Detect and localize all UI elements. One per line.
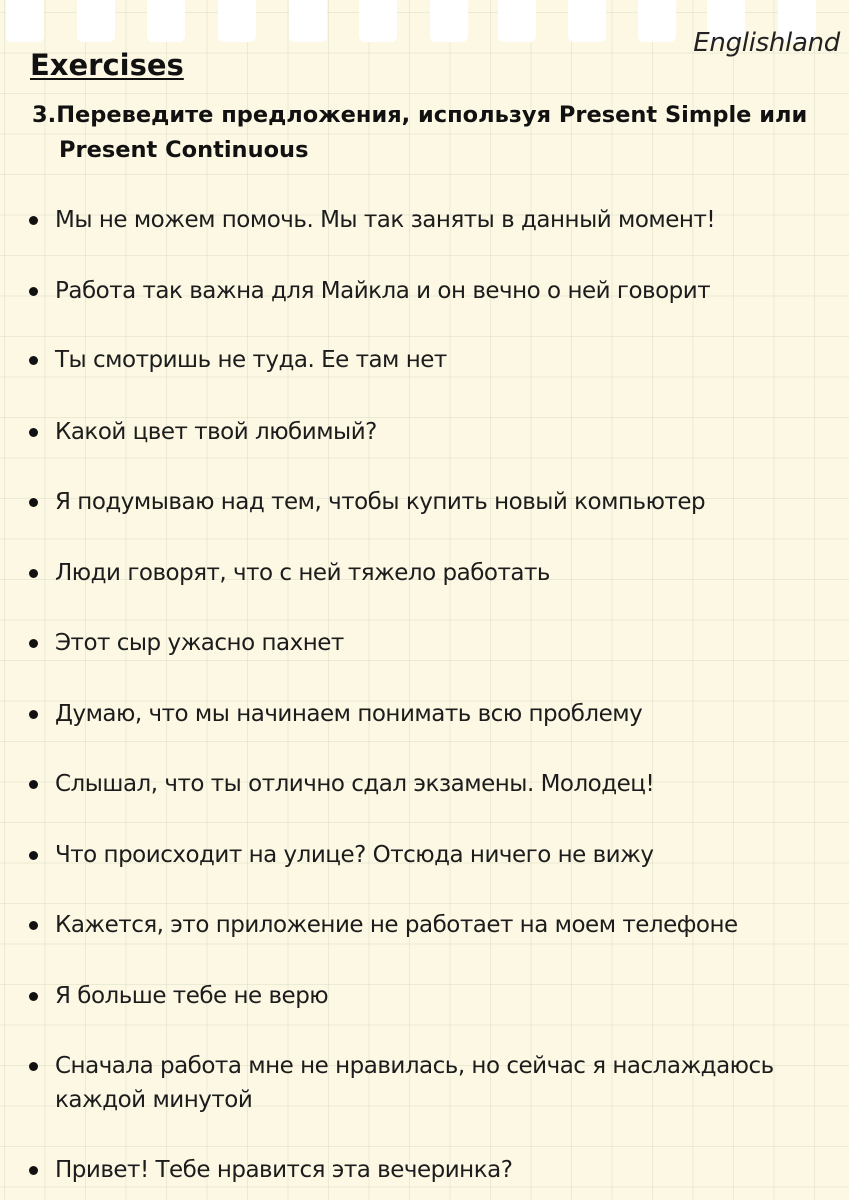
bullet-icon bbox=[29, 710, 38, 719]
sentence-text: Работа так важна для Майкла и он вечно о ней говорит bbox=[55, 278, 711, 304]
sentence-text: Я больше тебе не верю bbox=[55, 983, 329, 1009]
sentence-text: Ты смотришь не туда. Ее там нет bbox=[55, 347, 447, 373]
page-title: Exercises bbox=[30, 48, 184, 82]
binding-tab bbox=[638, 0, 676, 42]
binding-tab bbox=[6, 0, 44, 42]
sentence-text: Я подумываю над тем, чтобы купить новый компьютер bbox=[55, 489, 706, 515]
bullet-icon bbox=[29, 992, 38, 1001]
bullet-icon bbox=[29, 1166, 38, 1175]
bullet-icon bbox=[29, 428, 38, 437]
binding-tab bbox=[498, 0, 536, 42]
binding-tab bbox=[359, 0, 397, 42]
bullet-icon bbox=[29, 921, 38, 930]
bullet-icon bbox=[29, 780, 38, 789]
sentence-text: Кажется, это приложение не работает на моем телефоне bbox=[55, 912, 738, 938]
bullet-icon bbox=[29, 356, 38, 365]
bullet-icon bbox=[29, 498, 38, 507]
instruction-line-1: 3.Переведите предложения, используя Present Simple или bbox=[32, 102, 808, 128]
binding-tab bbox=[430, 0, 468, 42]
bullet-icon bbox=[29, 1062, 38, 1071]
binding-tab bbox=[289, 0, 327, 42]
sentence-text: Мы не можем помочь. Мы так заняты в данный момент! bbox=[55, 207, 716, 233]
bullet-icon bbox=[29, 216, 38, 225]
brand-logo-text: Englishland bbox=[693, 28, 840, 58]
binding-tab bbox=[77, 0, 115, 42]
sentence-text: Сначала работа мне не нравилась, но сейчас я наслаждаюсь каждой минутой bbox=[55, 1053, 774, 1113]
binding-tab bbox=[568, 0, 606, 42]
sentence-text: Этот сыр ужасно пахнет bbox=[55, 630, 344, 656]
binding-tab bbox=[147, 0, 185, 42]
bullet-icon bbox=[29, 851, 38, 860]
bullet-icon bbox=[29, 569, 38, 578]
bullet-icon bbox=[29, 639, 38, 648]
instruction-line-2: Present Continuous bbox=[59, 137, 309, 163]
bullet-icon bbox=[29, 287, 38, 296]
sentence-text: Какой цвет твой любимый? bbox=[55, 419, 377, 445]
sentence-text: Что происходит на улице? Отсюда ничего не вижу bbox=[55, 842, 654, 868]
binding-tab bbox=[218, 0, 256, 42]
sentence-text: Слышал, что ты отлично сдал экзамены. Молодец! bbox=[55, 771, 655, 797]
sentence-text: Привет! Тебе нравится эта вечеринка? bbox=[55, 1157, 513, 1183]
exercise-instruction bbox=[32, 98, 832, 168]
sentence-text: Люди говорят, что с ней тяжело работать bbox=[55, 560, 550, 586]
sentence-text: Думаю, что мы начинаем понимать всю проблему bbox=[55, 701, 643, 727]
